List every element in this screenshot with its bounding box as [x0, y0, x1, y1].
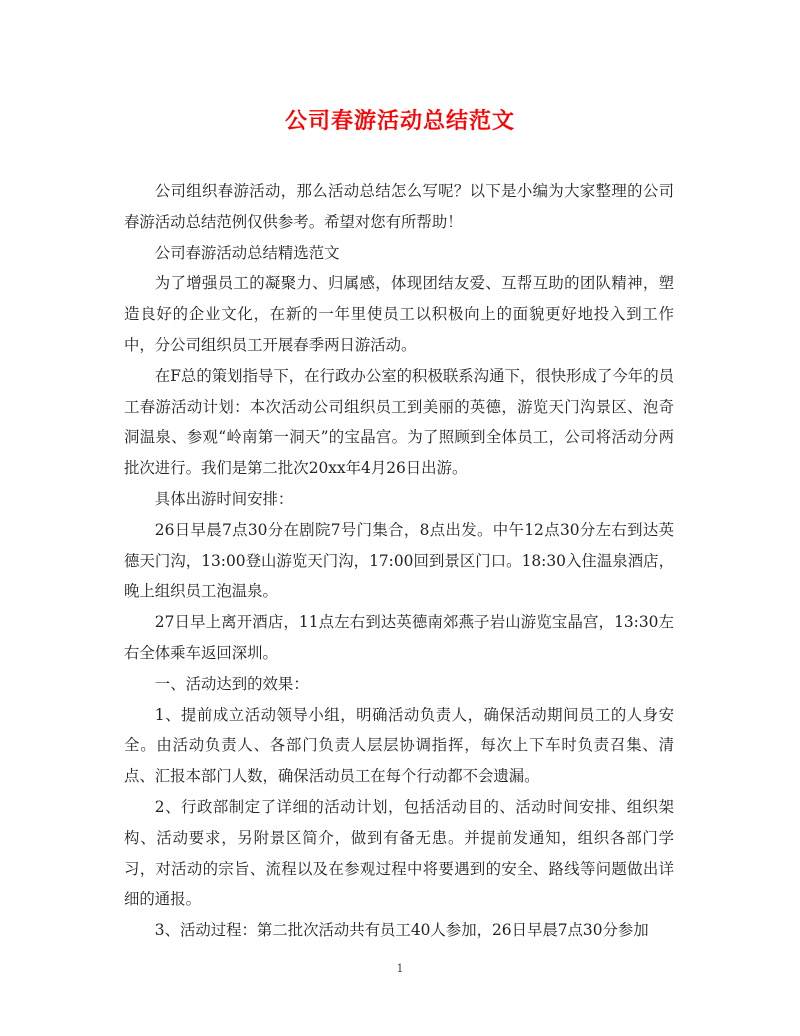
paragraph-item-one: 1、提前成立活动领导小组，明确活动负责人，确保活动期间员工的人身安全。由活动负责人、各部门负责人层层协调指挥，每次上下车时负责召集、清点、汇报本部门人数，确保活动员工在每个行动都不会遗漏。: [124, 705, 674, 786]
paragraph-day-two: 27日早上离开酒店，11点左右到达英德南郊燕子岩山游览宝晶宫，13:30左右全体乘车返回深圳。: [124, 613, 674, 662]
paragraph-item-three: 3、活动过程：第二批次活动共有员工40人参加，26日早晨7点30分参加: [154, 921, 649, 940]
paragraph-plan: 在F总的策划指导下，在行政办公室的积极联系沟通下，很快形成了今年的员工春游活动计划：本次活动公司组织员工到美丽的英德，游览天门沟景区、泡奇洞温泉、参观“岭南第一洞天”的宝晶宫。为了照顾到全体员工，公司将活动分两批次进行。我们是第二批次20xx年4月26日出游。: [124, 366, 674, 478]
paragraph-day-one: 26日早晨7点30分在剧院7号门集合，8点出发。中午12点30分左右到达英德天门沟，13:00登山游览天门沟，17:00回到景区门口。18:30入住温泉酒店，晚上组织员工泡温泉。: [124, 520, 674, 601]
paragraph-intro: 公司组织春游活动，那么活动总结怎么写呢？以下是小编为大家整理的公司春游活动总结范例仅供参考。希望对您有所帮助！: [124, 182, 674, 231]
paragraph-section-heading: 一、活动达到的效果：: [154, 674, 309, 693]
page-number: 1: [396, 962, 404, 975]
paragraph-purpose: 为了增强员工的凝聚力、归属感，体现团结友爱、互帮互助的团队精神，塑造良好的企业文化，在新的一年里使员工以积极向上的面貌更好地投入到工作中，分公司组织员工开展春季两日游活动。: [124, 274, 674, 354]
paragraph-subtitle: 公司春游活动总结精选范文: [154, 243, 340, 262]
paragraph-schedule-heading: 具体出游时间安排：: [154, 489, 294, 508]
document-body: [124, 176, 674, 946]
document-title: 公司春游活动总结范文: [284, 108, 515, 134]
paragraph-item-two: 2、行政部制定了详细的活动计划，包括活动目的、活动时间安排、组织架构、活动要求，另附景区简介，做到有备无患。并提前发通知，组织各部门学习，对活动的宗旨、流程以及在参观过程中将要遇到的安全、路线等问题做出详细的通报。: [124, 797, 674, 909]
